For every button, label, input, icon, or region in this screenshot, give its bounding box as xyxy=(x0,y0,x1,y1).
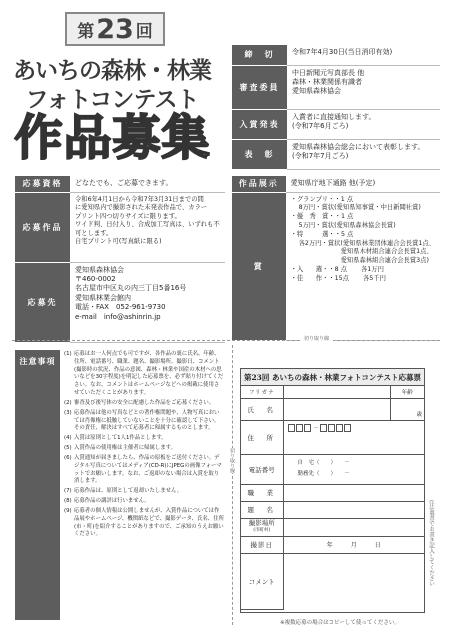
note-item: (7) 応募作品は、原則として返却いたしません。 xyxy=(64,488,183,495)
prize-detail: 8万円・賞状(愛知県知事賞・中日新聞社賞) xyxy=(298,204,421,212)
zip-box[interactable] xyxy=(336,424,343,432)
address-label: 住 所 xyxy=(241,420,283,454)
address-field[interactable]: － xyxy=(283,420,424,454)
entry-form xyxy=(240,368,425,613)
note-item: (1) 応募はお一人何点でも可ですが、各作品の裏に氏名、年齢、住所、電話番号、職業、題名、撮影場所、撮影日、コメント(撮影時の状況、作品の意図、森林・林業や国産の木材への思いなどを30字程度)を明記した応募票を、必ず貼り付けてください。なお、コメントはホームページなどへの掲載に使用させていただくことがあります。 xyxy=(64,351,224,397)
date-field[interactable]: 年 月 日 xyxy=(283,536,424,553)
title-call-for-entries: 作品募集 xyxy=(14,110,211,166)
job-field[interactable] xyxy=(283,484,424,501)
prize-detail: 愛知県森林組合連合会長賞3点) xyxy=(340,257,429,265)
submit-to-line: 愛知県林業会館内 xyxy=(75,293,131,302)
notes-label: 注意事項 xyxy=(15,350,60,620)
entry-works-line: プリント四つ切りサイズに限ります。 xyxy=(75,212,181,220)
contest-round-badge xyxy=(65,12,165,46)
place-field[interactable] xyxy=(283,518,424,536)
submit-to-line: 愛知県森林協会 xyxy=(75,265,124,274)
prize-detail: 各5千円 xyxy=(362,274,386,282)
note-item: (8) 応募作品の講評は行いません。 xyxy=(64,498,150,505)
prize-rank: ・特 選・・5 点 xyxy=(290,230,354,238)
zip-box[interactable] xyxy=(304,424,311,432)
note-item: (9) 応募者の個人情報は公開しませんが、入賞作品については作品展やホームページ、機関紙などで、撮影データ、氏名、住所(市・町)を紹介することがありますので、ご承知のうえお願いください。 xyxy=(64,507,224,538)
prizes-table xyxy=(232,176,440,341)
date-label: 撮影日 xyxy=(241,536,283,553)
age-field[interactable] xyxy=(390,398,424,420)
comment-field[interactable] xyxy=(283,553,424,609)
submit-to-label: 応募先 xyxy=(15,262,70,342)
zip-box[interactable] xyxy=(344,424,351,432)
entry-form-table xyxy=(241,386,424,610)
form-side-note: (注)裏書でお書き記入してください xyxy=(428,500,434,587)
prize-detail: 各1万円 xyxy=(360,266,384,273)
cut-line-vertical xyxy=(232,345,233,625)
form-bottom-note: ※複数応募の場合はコピーして使ってください。 xyxy=(280,620,400,626)
prize-rank: ・佳 作・・15点 xyxy=(290,274,349,282)
place-label-text: 撮影場所 xyxy=(248,519,275,528)
phone-label: 電話番号 xyxy=(241,454,283,484)
judges-label: 審査委員 xyxy=(232,65,287,109)
round-prefix: 第 xyxy=(77,21,95,42)
prize-detail: 5万円・賞状(愛知県森林協会長賞) xyxy=(298,221,396,229)
announcement-line: 入賞者に直接通知します。 xyxy=(292,112,376,121)
phone-home: 自 宅（ ） － xyxy=(297,460,350,466)
cut-line-label: 切り取り線 xyxy=(300,335,333,342)
note-item: (5) 入賞作品の使用権は主催者に帰属します。 xyxy=(64,445,176,452)
prize-detail: 各2万円・賞状(愛知県林業団体連合会長賞1点、 xyxy=(298,239,435,247)
zip-box[interactable] xyxy=(320,424,327,432)
submit-to-line: 〒460-0002 xyxy=(75,274,116,283)
entry-works-label: 応募作品 xyxy=(15,192,70,262)
furigana-label: フリガナ xyxy=(241,386,283,398)
comment-label: コメント xyxy=(241,553,283,609)
schedule-table xyxy=(232,45,440,170)
zip-box[interactable] xyxy=(288,424,295,432)
note-item: (4) 入賞は原則として1人1作品とします。 xyxy=(64,435,167,442)
eligibility-label: 応募資格 xyxy=(15,176,70,192)
award-ceremony-label: 表 彰 xyxy=(232,139,287,169)
age-unit: 歳 xyxy=(416,411,422,418)
note-item: (3) 応募作品は他の写真などとの著作権問題や、人物写真においては肖像権に抵触していないことを十分に確認して下さい。その責任、解決はすべて応募者に帰属するものとします。 xyxy=(64,409,220,432)
deadline-value: 令和7年4月30日(当日消印有効) xyxy=(292,48,393,56)
round-number: 23 xyxy=(96,13,134,45)
title-line-2: フォトコンテスト xyxy=(25,87,199,113)
zip-box[interactable] xyxy=(296,424,303,432)
title-line-1: あいちの森林・林業 xyxy=(13,58,211,84)
cut-line-vertical-label: 切り取り線 xyxy=(229,448,235,473)
entry-requirements-table xyxy=(15,176,225,343)
award-ceremony-line: (令和7年7月ごろ) xyxy=(292,151,349,160)
prizes-label: 賞 xyxy=(232,192,286,340)
announcement-line: (令和7年6月ごろ) xyxy=(292,121,349,130)
entry-works-line: に愛知県内で撮影された未発表作品で、カラー xyxy=(75,204,208,211)
prize-rank: ・グランプリ・・1 点 xyxy=(290,195,354,203)
entry-works-line: ワイド判、日付入り、合成加工写真は、いずれも不 xyxy=(75,221,220,228)
exhibition-value: 愛知県庁地下通路 他(予定) xyxy=(290,179,376,187)
note-item: (6) 入賞通知が届きましたら、作品の原板をご送付ください。デジタル写真についてはメディア(CD-R)にJPEGの画像フォーマットでお願いします。なお、ご返却のない場合は入賞を取り消します。 xyxy=(64,454,222,485)
submit-to-phone: 電話・FAX 052-961-9730 xyxy=(75,303,166,312)
eligibility-value: どなたでも、ご応募できます。 xyxy=(75,179,173,187)
round-suffix: 回 xyxy=(135,21,153,42)
cut-line-horizontal xyxy=(12,340,440,341)
name-field[interactable] xyxy=(283,398,390,420)
judge-line: 中日新聞元写真部長 他 xyxy=(292,68,365,77)
judge-line: 愛知県森林協会 xyxy=(292,87,341,96)
judge-line: 森林・林業関係有識者 xyxy=(292,77,362,86)
job-label: 職 業 xyxy=(241,484,283,501)
entry-works-line: 可とします。 xyxy=(75,229,113,237)
submit-to-email: e-mail info@ashinrin.jp xyxy=(75,312,161,321)
award-ceremony-line: 愛知県森林協会総会において表彰します。 xyxy=(292,142,425,151)
phone-work: 勤務先（ ） － xyxy=(297,471,350,477)
place-label-sub: (市町村) xyxy=(253,528,271,534)
phone-field[interactable] xyxy=(283,454,424,484)
name-label: 氏 名 xyxy=(241,398,283,420)
submit-to-line: 名古屋市中区丸の内三丁目5番16号 xyxy=(75,284,187,293)
entry-form-title: 第23回 あいちの森林・林業フォトコンテスト応募票 xyxy=(241,369,424,386)
prize-rank: ・優 秀 賞・・1 点 xyxy=(290,213,354,221)
zip-box[interactable] xyxy=(328,424,335,432)
prize-rank: ・入 選・・8 点 xyxy=(290,266,347,273)
age-label: 年齢 xyxy=(390,386,424,398)
note-item: (2) 審査及び後写体の安全に配慮した作品をご応募ください。 xyxy=(64,399,215,406)
entry-works-line: 自宅プリント可(写真紙に限る) xyxy=(75,238,162,245)
deadline-label: 締 切 xyxy=(232,45,287,65)
entry-works-line: 令和6年4月1日から令和7年3月31日までの間 xyxy=(75,195,204,203)
subject-field[interactable] xyxy=(283,501,424,518)
prize-detail: 愛知県木材組合連合会長賞1点、 xyxy=(340,248,433,256)
announcement-label: 入賞発表 xyxy=(232,109,287,139)
furigana-field[interactable] xyxy=(283,386,390,398)
subject-label: 題 名 xyxy=(241,501,283,518)
notes-list xyxy=(64,351,224,541)
place-label xyxy=(241,518,283,536)
exhibition-label: 作品展示 xyxy=(232,176,286,192)
